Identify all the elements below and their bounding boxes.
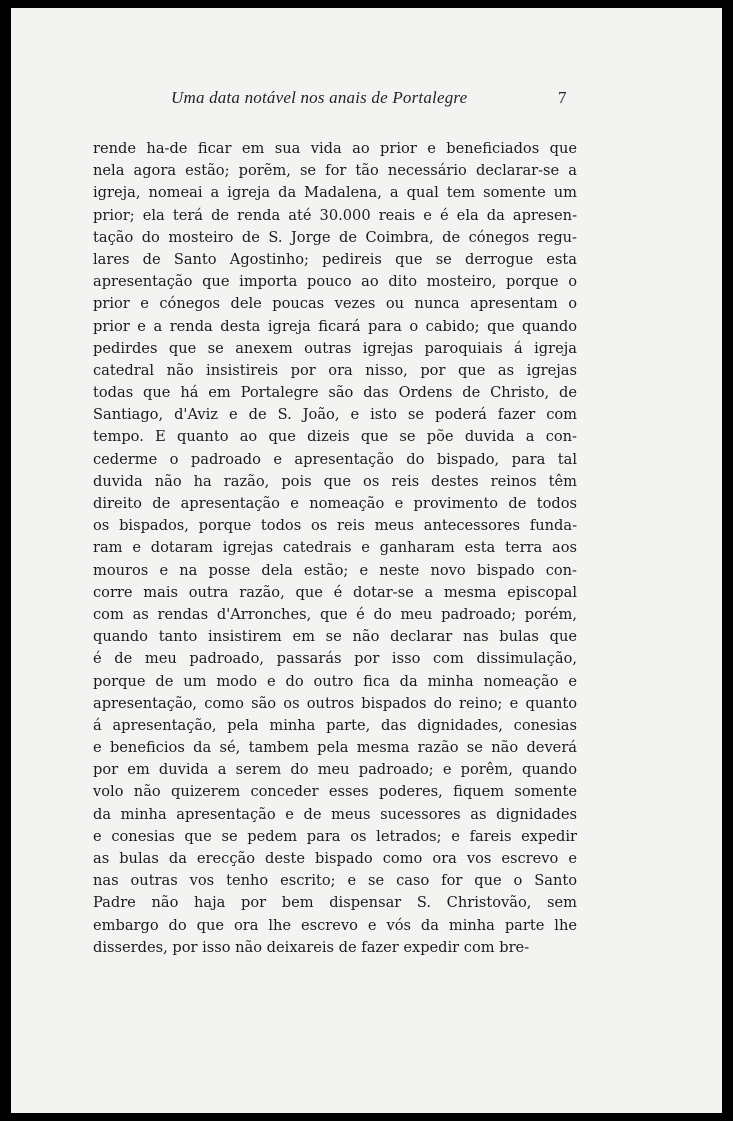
text-line: os bispados, porque todos os reis meus antecessores funda- — [93, 517, 577, 535]
text-line: duvida não ha razão, pois que os reis destes reinos têm — [93, 472, 577, 490]
text-line: prior e a renda desta igreja ficará para o cabido; que quando — [93, 317, 577, 335]
body-text — [93, 138, 577, 959]
document-page — [11, 8, 722, 1113]
text-line: volo não quizerem conceder esses poderes, fiquem somente — [93, 783, 577, 801]
text-line: á apresentação, pela minha parte, das dignidades, conesias — [93, 716, 577, 734]
text-line: Santiago, d'Aviz e de S. João, e isto se poderá fazer com — [93, 406, 577, 424]
text-line: prior; ela terá de renda até 30.000 reais e é ela da apresen- — [93, 206, 577, 224]
text-line: direito de apresentação e nomeação e provimento de todos — [93, 495, 577, 512]
page-header — [11, 88, 722, 112]
text-line: por em duvida a serem do meu padroado; e porêm, quando — [93, 761, 577, 779]
text-line: nela agora estão; porẽm, se for tão necessário declarar-se a — [93, 162, 577, 180]
text-line: cederme o padroado e apresentação do bispado, para tal — [93, 450, 577, 468]
text-line: todas que há em Portalegre são das Ordens de Christo, de — [93, 384, 577, 402]
text-line: nas outras vos tenho escrito; e se caso for que o Santo — [93, 872, 577, 890]
text-line: apresentação que importa pouco ao dito mosteiro, porque o — [93, 273, 577, 291]
text-line: da minha apresentação e de meus sucessores as dignidades — [93, 805, 577, 823]
text-line: é de meu padroado, passarás por isso com dissimulação, — [93, 650, 577, 668]
text-line: ram e dotaram igrejas catedrais e ganharam esta terra aos — [93, 539, 577, 557]
text-line: porque de um modo e do outro fica da minha nomeação e — [93, 672, 577, 690]
text-line: apresentação, como são os outros bispados do reino; e quanto — [93, 694, 577, 712]
text-line: mouros e na posse dela estão; e neste novo bispado con- — [93, 561, 577, 579]
text-line: as bulas da erecção deste bispado como ora vos escrevo e — [93, 850, 577, 867]
text-line: quando tanto insistirem em se não declarar nas bulas que — [93, 628, 577, 646]
text-line: pedirdes que se anexem outras igrejas paroquiais á igreja — [93, 339, 577, 357]
text-line: tação do mosteiro de S. Jorge de Coimbra, de cónegos regu- — [93, 228, 577, 246]
text-line: lares de Santo Agostinho; pedireis que se derrogue esta — [93, 250, 577, 268]
text-line: com as rendas d'Arronches, que é do meu padroado; porém, — [93, 605, 577, 623]
text-line: Padre não haja por bem dispensar S. Christovão, sem — [93, 894, 577, 912]
text-line: e conesias que se pedem para os letrados; e fareis expedir — [93, 827, 577, 845]
text-line: corre mais outra razão, que é dotar-se a mesma episcopal — [93, 583, 577, 601]
text-line: rende ha-de ficar em sua vida ao prior e beneficiados que — [93, 140, 577, 157]
running-title: Uma data notável nos anais de Portalegre — [171, 88, 468, 107]
text-line: prior e cónegos dele poucas vezes ou nunca apresentam o — [93, 295, 577, 313]
text-line: disserdes, por isso não deixareis de fazer expedir com bre- — [93, 938, 530, 956]
text-line: tempo. E quanto ao que dizeis que se põe duvida a con- — [93, 428, 577, 446]
text-line: embargo do que ora lhe escrevo e vós da minha parte lhe — [93, 916, 577, 934]
text-line: e beneficios da sé, tambem pela mesma razão se não deverá — [93, 739, 577, 757]
text-line: igreja, nomeai a igreja da Madalena, a qual tem somente um — [93, 184, 577, 202]
page-number: 7 — [558, 88, 567, 107]
text-line: catedral não insistireis por ora nisso, por que as igrejas — [93, 361, 577, 379]
